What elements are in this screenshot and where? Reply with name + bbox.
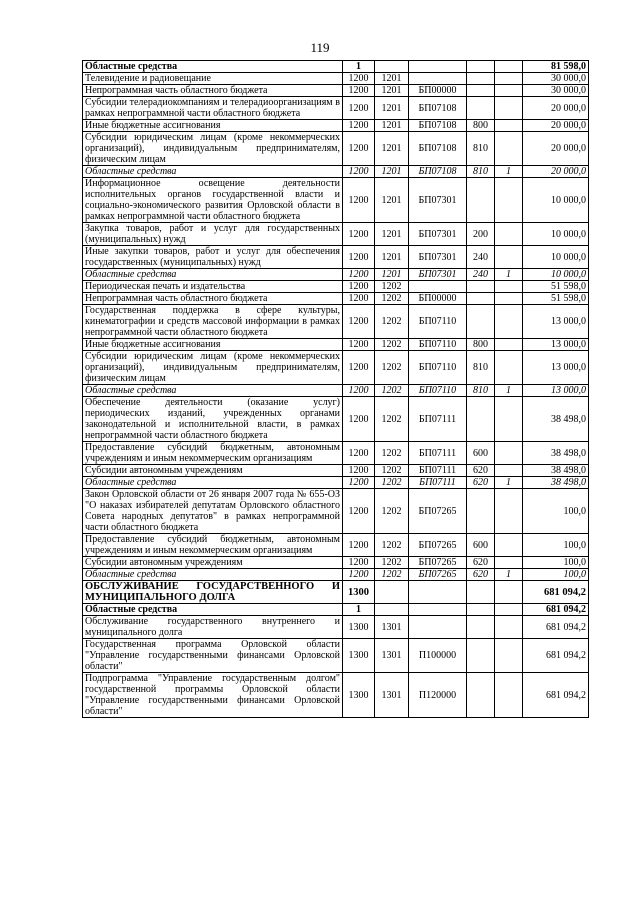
amount-cell: 681 094,2 — [523, 581, 589, 604]
section-code-cell: 1200 — [343, 120, 375, 132]
amount-cell: 13 000,0 — [523, 385, 589, 397]
section-code-cell: 1200 — [343, 557, 375, 569]
target-article-cell: БП07111 — [409, 442, 467, 465]
amount-cell: 13 000,0 — [523, 339, 589, 351]
expense-type-cell: 240 — [467, 246, 495, 269]
expense-type-cell: 810 — [467, 385, 495, 397]
subsection-code-cell: 1201 — [375, 223, 409, 246]
amount-cell: 100,0 — [523, 569, 589, 581]
table-row — [83, 534, 589, 557]
expense-type-cell — [467, 604, 495, 616]
section-code-cell: 1200 — [343, 246, 375, 269]
expense-type-cell: 810 — [467, 351, 495, 385]
funding-source-cell: 1 — [495, 385, 523, 397]
row-name-cell: Иные закупки товаров, работ и услуг для обеспечения государственных (муниципальных) нужд — [83, 246, 343, 269]
table-row — [83, 73, 589, 85]
target-article-cell — [409, 281, 467, 293]
section-code-cell: 1200 — [343, 305, 375, 339]
funding-source-cell — [495, 305, 523, 339]
funding-source-cell — [495, 281, 523, 293]
row-name-cell: Областные средства — [83, 604, 343, 616]
funding-source-cell — [495, 397, 523, 442]
target-article-cell — [409, 604, 467, 616]
section-code-cell: 1200 — [343, 477, 375, 489]
funding-source-cell — [495, 489, 523, 534]
row-name-cell: Субсидии автономным учреждениям — [83, 465, 343, 477]
row-name-cell: Обеспечение деятельности (оказание услуг) периодических изданий, учрежденных органами законодательной и исполнительной власти, в рамках непрограммной части областного бюджета — [83, 397, 343, 442]
table-row — [83, 616, 589, 639]
row-name-cell: Государственная поддержка в сфере культуры, кинематографии и средств массовой информации в рамках непрограммной части областного бюджета — [83, 305, 343, 339]
amount-cell: 38 498,0 — [523, 477, 589, 489]
funding-source-cell — [495, 339, 523, 351]
target-article-cell: БП07265 — [409, 534, 467, 557]
row-name-cell: Субсидии юридическим лицам (кроме некоммерческих организаций), индивидуальным предпринимателям, физическим лицам — [83, 351, 343, 385]
expense-type-cell: 240 — [467, 269, 495, 281]
row-name-cell: Закон Орловской области от 26 января 2007 года № 655-ОЗ "О наказах избирателей депутатам Орловского областного Совета народных депутатов" в рамках непрограммной части областного бюджета — [83, 489, 343, 534]
section-code-cell: 1200 — [343, 281, 375, 293]
subsection-code-cell: 1201 — [375, 120, 409, 132]
funding-source-cell — [495, 120, 523, 132]
table-row — [83, 269, 589, 281]
section-code-cell: 1200 — [343, 85, 375, 97]
amount-cell: 13 000,0 — [523, 351, 589, 385]
subsection-code-cell: 1202 — [375, 569, 409, 581]
funding-source-cell — [495, 581, 523, 604]
funding-source-cell — [495, 223, 523, 246]
expense-type-cell — [467, 281, 495, 293]
funding-source-cell — [495, 673, 523, 718]
target-article-cell: П100000 — [409, 639, 467, 673]
target-article-cell: БП07108 — [409, 120, 467, 132]
row-name-cell: Непрограммная часть областного бюджета — [83, 293, 343, 305]
amount-cell: 681 094,2 — [523, 616, 589, 639]
expense-type-cell — [467, 178, 495, 223]
section-code-cell: 1200 — [343, 534, 375, 557]
funding-source-cell — [495, 61, 523, 73]
row-name-cell: Государственная программа Орловской области "Управление государственными финансами Орловской области" — [83, 639, 343, 673]
table-row — [83, 489, 589, 534]
target-article-cell: БП00000 — [409, 293, 467, 305]
section-code-cell: 1300 — [343, 581, 375, 604]
subsection-code-cell — [375, 581, 409, 604]
subsection-code-cell: 1201 — [375, 97, 409, 120]
table-row — [83, 397, 589, 442]
section-code-cell: 1200 — [343, 223, 375, 246]
target-article-cell: П120000 — [409, 673, 467, 718]
row-name-cell: Иные бюджетные ассигнования — [83, 339, 343, 351]
table-row — [83, 97, 589, 120]
subsection-code-cell: 1201 — [375, 246, 409, 269]
amount-cell: 38 498,0 — [523, 442, 589, 465]
target-article-cell: БП07301 — [409, 246, 467, 269]
row-name-cell: Областные средства — [83, 166, 343, 178]
funding-source-cell — [495, 246, 523, 269]
row-name-cell: Предоставление субсидий бюджетным, автономным учреждениям и иным некоммерческим организациям — [83, 442, 343, 465]
expense-type-cell: 600 — [467, 442, 495, 465]
funding-source-cell: 1 — [495, 477, 523, 489]
subsection-code-cell: 1201 — [375, 178, 409, 223]
subsection-code-cell: 1202 — [375, 477, 409, 489]
subsection-code-cell: 1301 — [375, 673, 409, 718]
table-row — [83, 281, 589, 293]
section-code-cell: 1300 — [343, 616, 375, 639]
funding-source-cell — [495, 557, 523, 569]
section-code-cell: 1200 — [343, 385, 375, 397]
amount-cell: 10 000,0 — [523, 269, 589, 281]
section-code-cell: 1200 — [343, 73, 375, 85]
section-code-cell: 1200 — [343, 132, 375, 166]
subsection-code-cell: 1202 — [375, 534, 409, 557]
target-article-cell — [409, 581, 467, 604]
subsection-code-cell: 1202 — [375, 351, 409, 385]
subsection-code-cell: 1202 — [375, 293, 409, 305]
subsection-code-cell: 1202 — [375, 465, 409, 477]
subsection-code-cell: 1201 — [375, 166, 409, 178]
expense-type-cell — [467, 293, 495, 305]
subsection-code-cell: 1202 — [375, 442, 409, 465]
amount-cell: 10 000,0 — [523, 246, 589, 269]
funding-source-cell — [495, 293, 523, 305]
expense-type-cell — [467, 616, 495, 639]
expense-type-cell — [467, 61, 495, 73]
row-name-cell: Субсидии телерадиокомпаниям и телерадиоорганизациям в рамках непрограммной части областного бюджета — [83, 97, 343, 120]
section-code-cell: 1200 — [343, 97, 375, 120]
row-name-cell: ОБСЛУЖИВАНИЕ ГОСУДАРСТВЕННОГО И МУНИЦИПАЛЬНОГО ДОЛГА — [83, 581, 343, 604]
expense-type-cell: 620 — [467, 569, 495, 581]
amount-cell: 38 498,0 — [523, 465, 589, 477]
funding-source-cell — [495, 465, 523, 477]
expense-type-cell: 200 — [467, 223, 495, 246]
amount-cell: 30 000,0 — [523, 85, 589, 97]
section-code-cell: 1200 — [343, 489, 375, 534]
target-article-cell: БП07110 — [409, 305, 467, 339]
section-code-cell: 1200 — [343, 465, 375, 477]
amount-cell: 10 000,0 — [523, 178, 589, 223]
table-row — [83, 385, 589, 397]
section-code-cell: 1200 — [343, 166, 375, 178]
target-article-cell: БП07110 — [409, 385, 467, 397]
amount-cell: 681 094,2 — [523, 639, 589, 673]
target-article-cell: БП07301 — [409, 269, 467, 281]
section-code-cell: 1200 — [343, 339, 375, 351]
subsection-code-cell: 1202 — [375, 489, 409, 534]
subsection-code-cell: 1202 — [375, 397, 409, 442]
target-article-cell: БП07265 — [409, 569, 467, 581]
expense-type-cell — [467, 639, 495, 673]
table-row — [83, 351, 589, 385]
expense-type-cell — [467, 305, 495, 339]
section-code-cell: 1200 — [343, 269, 375, 281]
table-row — [83, 604, 589, 616]
table-row — [83, 442, 589, 465]
subsection-code-cell: 1202 — [375, 557, 409, 569]
subsection-code-cell — [375, 61, 409, 73]
amount-cell: 10 000,0 — [523, 223, 589, 246]
target-article-cell: БП07108 — [409, 132, 467, 166]
subsection-code-cell: 1301 — [375, 616, 409, 639]
expense-type-cell: 800 — [467, 120, 495, 132]
table-row — [83, 85, 589, 97]
table-row — [83, 465, 589, 477]
amount-cell: 20 000,0 — [523, 120, 589, 132]
row-name-cell: Информационное освещение деятельности исполнительных органов государственной власти и социально-экономического развития Орловской области в рамках непрограммной части областного бюджета — [83, 178, 343, 223]
subsection-code-cell: 1301 — [375, 639, 409, 673]
section-code-cell: 1200 — [343, 351, 375, 385]
target-article-cell: БП07108 — [409, 97, 467, 120]
target-article-cell: БП00000 — [409, 85, 467, 97]
amount-cell: 100,0 — [523, 557, 589, 569]
subsection-code-cell: 1201 — [375, 132, 409, 166]
table-row — [83, 61, 589, 73]
funding-source-cell — [495, 639, 523, 673]
table-row — [83, 581, 589, 604]
amount-cell: 51 598,0 — [523, 281, 589, 293]
table-row — [83, 569, 589, 581]
section-code-cell: 1200 — [343, 569, 375, 581]
table-row — [83, 132, 589, 166]
section-code-cell: 1300 — [343, 639, 375, 673]
row-name-cell: Иные бюджетные ассигнования — [83, 120, 343, 132]
target-article-cell — [409, 616, 467, 639]
amount-cell: 20 000,0 — [523, 132, 589, 166]
funding-source-cell — [495, 604, 523, 616]
row-name-cell: Областные средства — [83, 477, 343, 489]
section-code-cell: 1 — [343, 604, 375, 616]
table-row — [83, 293, 589, 305]
row-name-cell: Субсидии юридическим лицам (кроме некоммерческих организаций), индивидуальным предпринимателям, физическим лицам — [83, 132, 343, 166]
row-name-cell: Областные средства — [83, 569, 343, 581]
row-name-cell: Подпрограмма "Управление государственным долгом" государственной программы Орловской области "Управление государственными финансами Орловской области" — [83, 673, 343, 718]
target-article-cell — [409, 61, 467, 73]
target-article-cell: БП07111 — [409, 477, 467, 489]
section-code-cell: 1 — [343, 61, 375, 73]
table-row — [83, 477, 589, 489]
amount-cell: 681 094,2 — [523, 673, 589, 718]
budget-table-body — [83, 61, 589, 718]
amount-cell: 13 000,0 — [523, 305, 589, 339]
funding-source-cell: 1 — [495, 269, 523, 281]
expense-type-cell: 620 — [467, 557, 495, 569]
amount-cell: 681 094,2 — [523, 604, 589, 616]
row-name-cell: Непрограммная часть областного бюджета — [83, 85, 343, 97]
funding-source-cell — [495, 85, 523, 97]
section-code-cell: 1200 — [343, 397, 375, 442]
subsection-code-cell: 1202 — [375, 281, 409, 293]
amount-cell: 100,0 — [523, 534, 589, 557]
expense-type-cell: 620 — [467, 477, 495, 489]
table-row — [83, 673, 589, 718]
section-code-cell: 1300 — [343, 673, 375, 718]
amount-cell: 20 000,0 — [523, 166, 589, 178]
row-name-cell: Областные средства — [83, 61, 343, 73]
budget-table — [82, 60, 589, 718]
funding-source-cell — [495, 616, 523, 639]
row-name-cell: Периодическая печать и издательства — [83, 281, 343, 293]
expense-type-cell — [467, 489, 495, 534]
funding-source-cell — [495, 132, 523, 166]
target-article-cell: БП07110 — [409, 339, 467, 351]
row-name-cell: Областные средства — [83, 385, 343, 397]
funding-source-cell — [495, 442, 523, 465]
target-article-cell: БП07110 — [409, 351, 467, 385]
table-row — [83, 557, 589, 569]
expense-type-cell: 800 — [467, 339, 495, 351]
table-row — [83, 246, 589, 269]
subsection-code-cell: 1202 — [375, 385, 409, 397]
table-row — [83, 120, 589, 132]
subsection-code-cell: 1202 — [375, 305, 409, 339]
target-article-cell: БП07265 — [409, 489, 467, 534]
expense-type-cell: 600 — [467, 534, 495, 557]
amount-cell: 30 000,0 — [523, 73, 589, 85]
row-name-cell: Субсидии автономным учреждениям — [83, 557, 343, 569]
table-row — [83, 639, 589, 673]
expense-type-cell — [467, 673, 495, 718]
funding-source-cell: 1 — [495, 569, 523, 581]
funding-source-cell — [495, 534, 523, 557]
amount-cell: 20 000,0 — [523, 97, 589, 120]
amount-cell: 38 498,0 — [523, 397, 589, 442]
table-row — [83, 339, 589, 351]
subsection-code-cell: 1201 — [375, 269, 409, 281]
target-article-cell — [409, 73, 467, 85]
row-name-cell: Закупка товаров, работ и услуг для государственных (муниципальных) нужд — [83, 223, 343, 246]
target-article-cell: БП07301 — [409, 223, 467, 246]
amount-cell: 100,0 — [523, 489, 589, 534]
row-name-cell: Предоставление субсидий бюджетным, автономным учреждениям и иным некоммерческим организациям — [83, 534, 343, 557]
subsection-code-cell: 1202 — [375, 339, 409, 351]
amount-cell: 81 598,0 — [523, 61, 589, 73]
expense-type-cell — [467, 397, 495, 442]
funding-source-cell — [495, 73, 523, 85]
target-article-cell: БП07111 — [409, 397, 467, 442]
target-article-cell: БП07265 — [409, 557, 467, 569]
target-article-cell: БП07301 — [409, 178, 467, 223]
expense-type-cell — [467, 85, 495, 97]
table-row — [83, 166, 589, 178]
page-number: 119 — [310, 40, 330, 55]
table-row — [83, 223, 589, 246]
row-name-cell: Областные средства — [83, 269, 343, 281]
row-name-cell: Телевидение и радиовещание — [83, 73, 343, 85]
funding-source-cell — [495, 351, 523, 385]
subsection-code-cell: 1201 — [375, 73, 409, 85]
subsection-code-cell: 1201 — [375, 85, 409, 97]
target-article-cell: БП07111 — [409, 465, 467, 477]
section-code-cell: 1200 — [343, 178, 375, 223]
funding-source-cell: 1 — [495, 166, 523, 178]
expense-type-cell: 620 — [467, 465, 495, 477]
expense-type-cell — [467, 97, 495, 120]
expense-type-cell: 810 — [467, 132, 495, 166]
amount-cell: 51 598,0 — [523, 293, 589, 305]
section-code-cell: 1200 — [343, 442, 375, 465]
funding-source-cell — [495, 97, 523, 120]
section-code-cell: 1200 — [343, 293, 375, 305]
expense-type-cell: 810 — [467, 166, 495, 178]
funding-source-cell — [495, 178, 523, 223]
subsection-code-cell — [375, 604, 409, 616]
table-row — [83, 305, 589, 339]
row-name-cell: Обслуживание государственного внутреннего и муниципального долга — [83, 616, 343, 639]
target-article-cell: БП07108 — [409, 166, 467, 178]
expense-type-cell — [467, 73, 495, 85]
table-row — [83, 178, 589, 223]
expense-type-cell — [467, 581, 495, 604]
